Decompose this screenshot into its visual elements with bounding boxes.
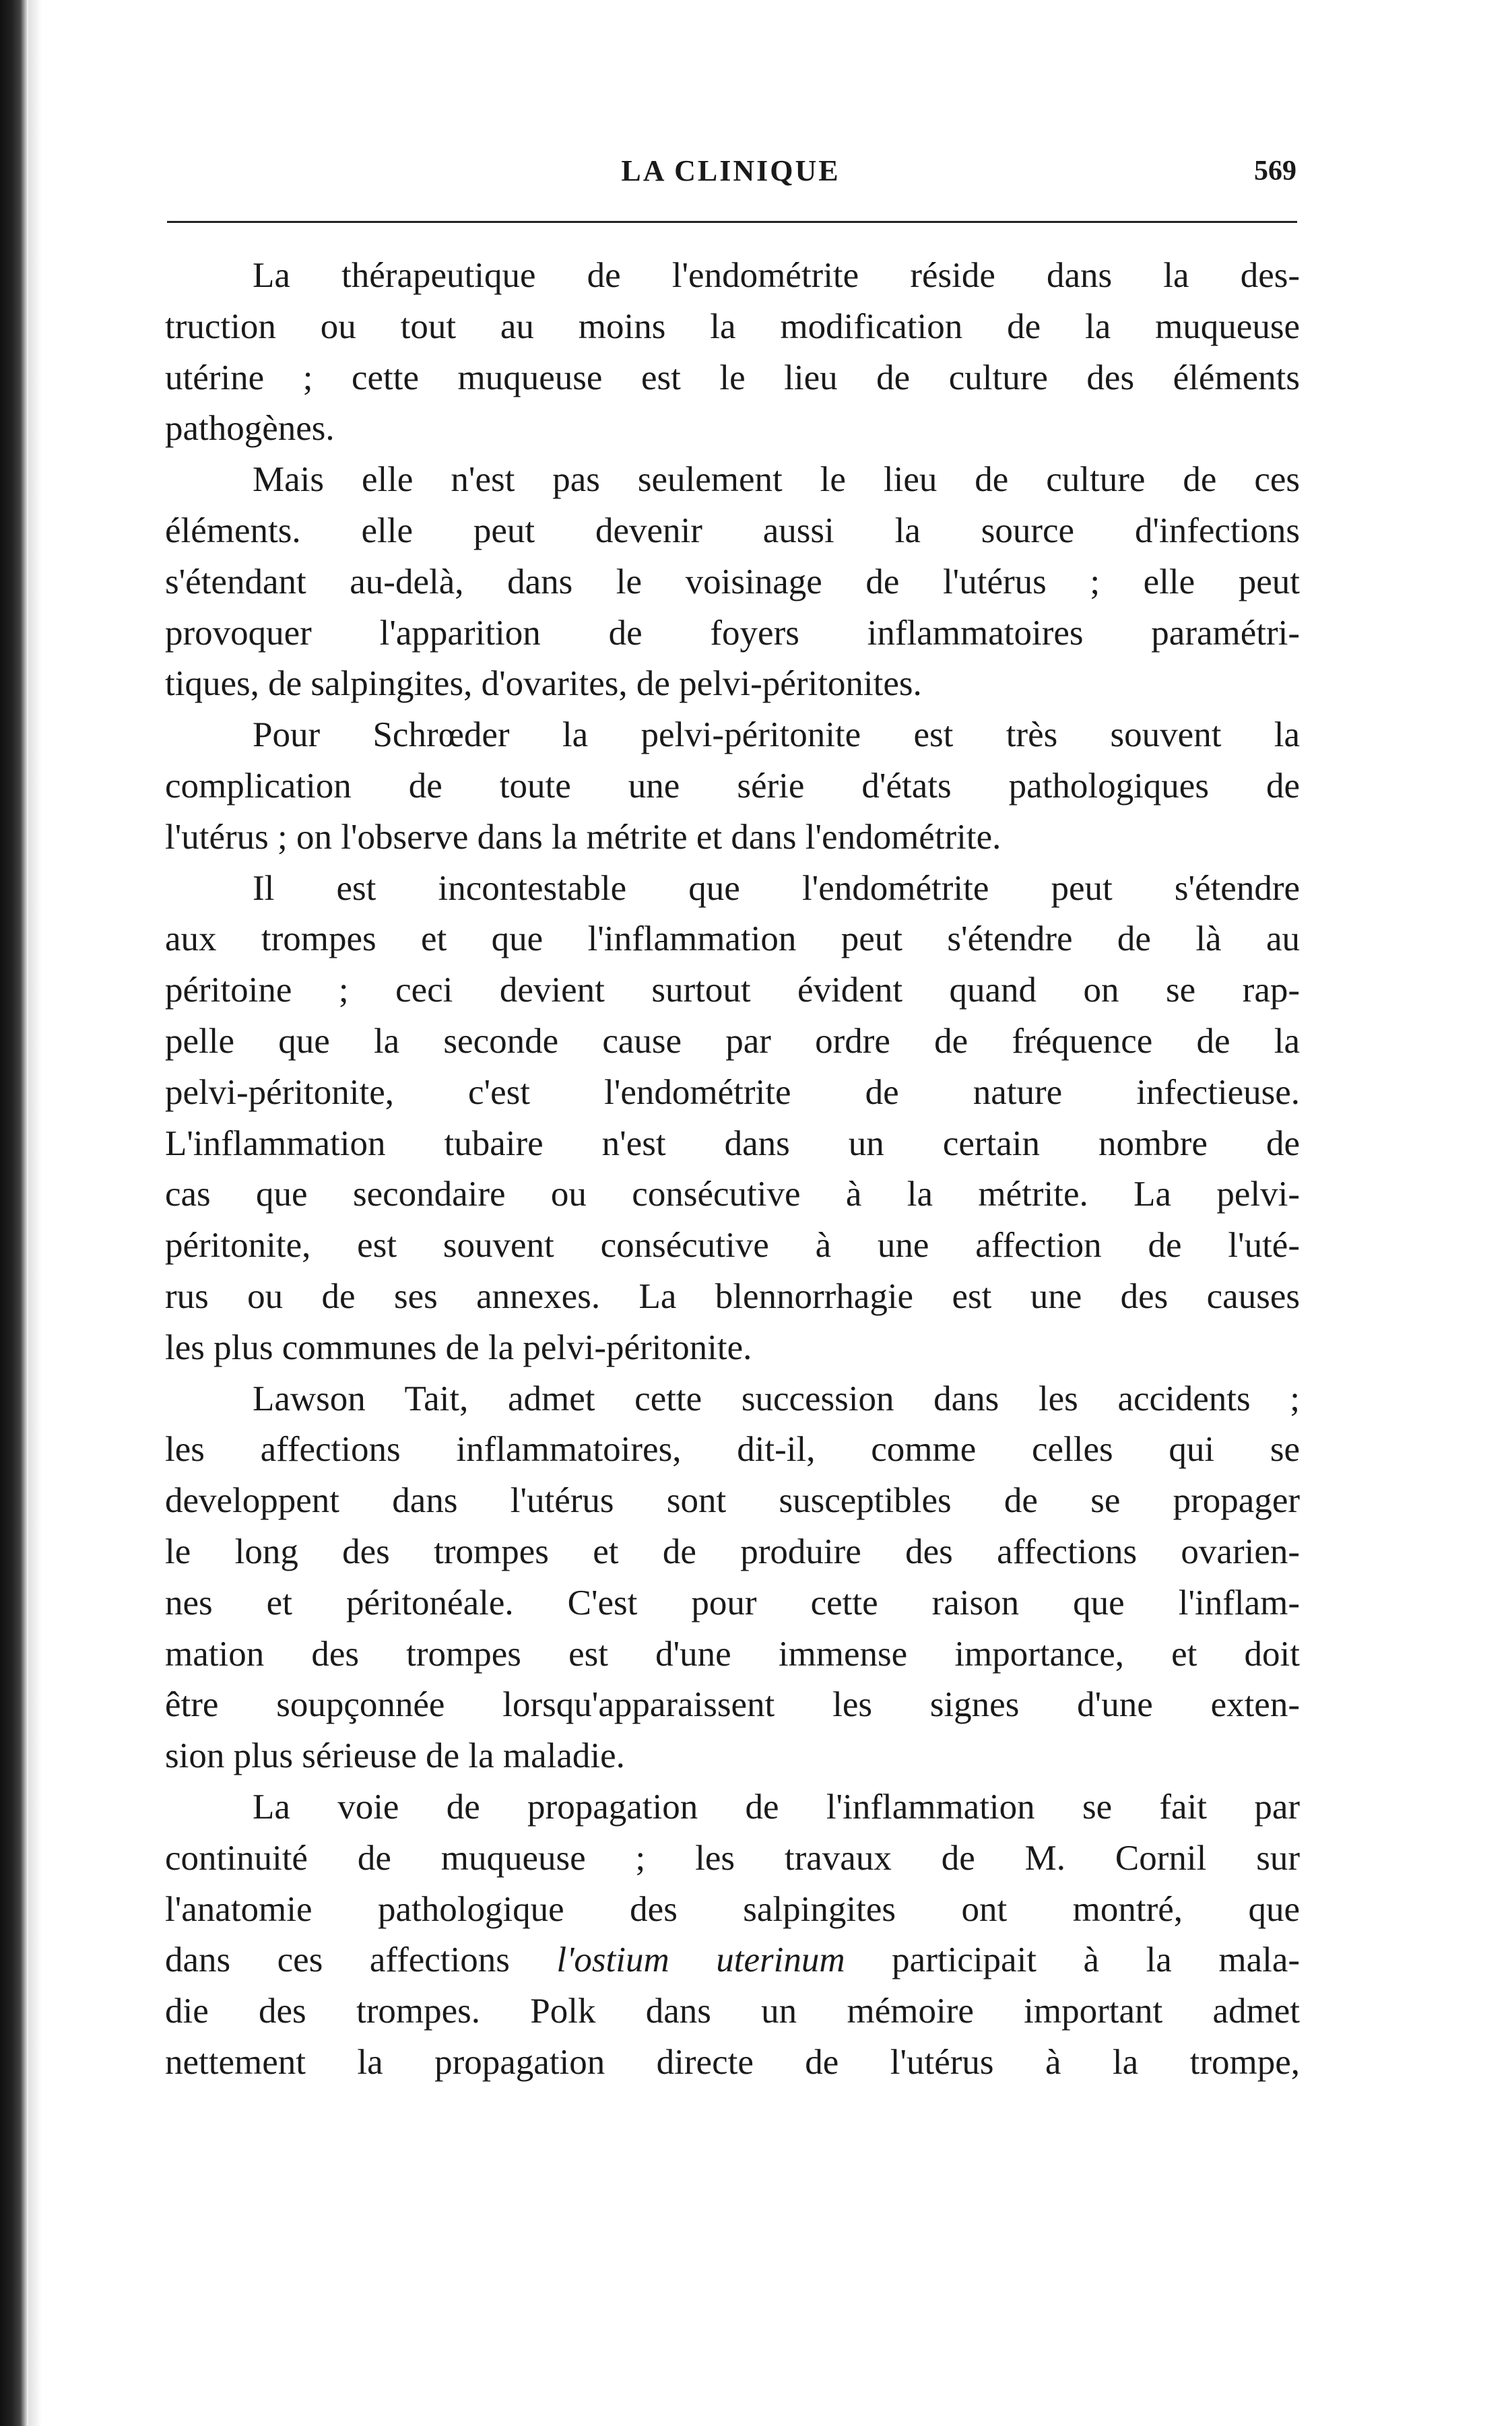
text-line: developpent dans l'utérus sont susceptibles de se propager [165,1481,1300,1521]
text-fragment: participait à la mala- [845,1940,1300,1980]
text-line: tiques, de salpingites, d'ovarites, de pelvi-péritonites. [165,664,922,704]
text-line: l'utérus ; on l'observe dans la métrite et dans l'endométrite. [165,817,1001,857]
text-line: les affections inflammatoires, dit-il, comme celles qui se [165,1430,1300,1470]
text-line: Il est incontestable que l'endométrite peut s'étendre [253,868,1300,908]
text-line: l'anatomie pathologique des salpingites ont montré, que [165,1889,1300,1929]
paragraph-2 [165,455,1300,710]
text-line: continuité de muqueuse ; les travaux de M. Cornil sur [165,1838,1300,1878]
paragraph-1 [165,251,1300,455]
running-header [165,147,1296,194]
text-line: s'étendant au-delà, dans le voisinage de l'utérus ; elle peut [165,562,1300,601]
text-line: L'inflammation tubaire n'est dans un certain nombre de [165,1123,1300,1163]
paragraph-6 [165,1782,1300,2089]
text-line: mation des trompes est d'une immense importance, et doit [165,1634,1300,1674]
body-text [165,251,1300,2089]
text-line: sion plus sérieuse de la maladie. [165,1736,625,1776]
header-rule [167,221,1297,223]
paragraph-3 [165,710,1300,863]
book-spine-edge [0,0,28,2426]
text-line: truction ou tout au moins la modification de la muqueuse [165,306,1300,346]
text-line: péritonite, est souvent consécutive à une affection de l'uté- [165,1226,1300,1266]
text-line: Mais elle n'est pas seulement le lieu de culture de ces [253,460,1300,500]
text-line: le long des trompes et de produire des affections ovarien- [165,1532,1300,1571]
text-line: nes et péritonéale. C'est pour cette raison que l'inflam- [165,1583,1300,1622]
paragraph-4 [165,863,1300,1374]
text-line: provoquer l'apparition de foyers inflammatoires paramétri- [165,613,1300,653]
text-fragment: dans ces affections [165,1940,557,1980]
paragraph-5 [165,1374,1300,1782]
text-line: Pour Schrœder la pelvi-péritonite est très souvent la [253,715,1300,755]
text-line: pathogènes. [165,409,335,449]
text-line: utérine ; cette muqueuse est le lieu de culture des éléments [165,358,1300,397]
text-line: aux trompes et que l'inflammation peut s'étendre de là au [165,919,1300,959]
text-line: La thérapeutique de l'endométrite réside dans la des- [253,256,1300,295]
spine-shadow [28,0,42,2426]
italic-term: l'ostium uterinum [556,1940,845,1980]
text-line: La voie de propagation de l'inflammation se fait par [253,1787,1300,1827]
text-line: pelvi-péritonite, c'est l'endométrite de nature infectieuse. [165,1072,1300,1112]
text-line: être soupçonnée lorsqu'apparaissent les signes d'une exten- [165,1685,1300,1725]
text-line: complication de toute une série d'états pathologiques de [165,766,1300,806]
text-line-with-italic [165,1935,1300,1986]
text-line: cas que secondaire ou consécutive à la métrite. La pelvi- [165,1175,1300,1214]
text-line: rus ou de ses annexes. La blennorrhagie est une des causes [165,1276,1300,1316]
page-number: 569 [1254,156,1296,187]
text-line: Lawson Tait, admet cette succession dans les accidents ; [253,1379,1300,1418]
running-title: LA CLINIQUE [621,154,841,187]
text-line: pelle que la seconde cause par ordre de fréquence de la [165,1021,1300,1061]
text-line: die des trompes. Polk dans un mémoire important admet [165,1992,1300,2031]
text-line: péritoine ; ceci devient surtout évident quand on se rap- [165,971,1300,1010]
text-line: nettement la propagation directe de l'utérus à la trompe, [165,2042,1300,2082]
text-line: les plus communes de la pelvi-péritonite. [165,1327,752,1367]
text-line: éléments. elle peut devenir aussi la source d'infections [165,511,1300,550]
